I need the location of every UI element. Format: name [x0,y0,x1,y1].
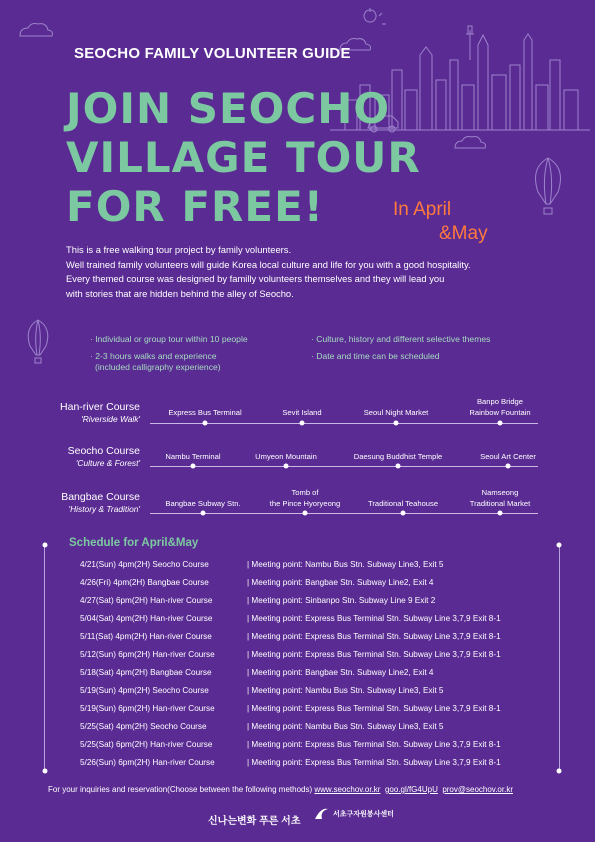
stop-dot [401,511,406,516]
route-stop: Seoul Art Center [480,452,536,461]
route-stop: Banpo Bridge [476,397,524,406]
meeting-point: | Meeting point: Bangbae Stn. Subway Line2, Exit 4 [247,578,434,587]
sun-icon [364,8,386,24]
meeting-point: | Meeting point: Express Bus Terminal Stn. Subway Line 3,7,9 Exit 8-1 [247,614,501,623]
route-stop: Express Bus Terminal [168,408,242,417]
schedule-row [80,574,501,592]
route-line [150,466,538,467]
schedule-date: 5/19(Sun) 6pm(2H) Han-river Course [80,704,215,713]
schedule-date: 4/26(Fri) 4pm(2H) Bangbae Course [80,578,209,587]
schedule-date: 5/04(Sat) 4pm(2H) Han-river Course [80,614,213,623]
route-stop: Umyeon Mountain [255,452,317,461]
stop-dot [303,511,308,516]
stop-dot [396,464,401,469]
footer-contact [48,785,513,794]
schedule-row [80,736,501,754]
schedule-row [80,610,501,628]
schedule-date: 4/21(Sun) 4pm(2H) Seocho Course [80,560,209,569]
schedule-title: Schedule for April&May [66,537,201,549]
feature-item: · 2-3 hours walks and experience [90,351,217,361]
schedule-date: 5/18(Sat) 4pm(2H) Bangbae Course [80,668,212,677]
schedule-date: 5/25(Sat) 6pm(2H) Han-river Course [80,740,213,749]
meeting-point: | Meeting point: Express Bus Terminal Stn. Subway Line 3,7,9 Exit 8-1 [247,740,501,749]
schedule-row [80,682,501,700]
meeting-point: | Meeting point: Sinbanpo Stn. Subway Line 9 Exit 2 [247,596,436,605]
hot-air-balloon-icon [536,158,561,214]
meeting-point: | Meeting point: Express Bus Terminal Stn. Subway Line 3,7,9 Exit 8-1 [247,632,501,641]
schedule-row [80,754,501,772]
volunteer-center-name: 서초구자원봉사센터 [333,811,394,818]
schedule-date: 5/25(Sat) 4pm(2H) Seocho Course [80,722,207,731]
volunteer-center-logo [312,805,394,823]
stop-dot [506,464,511,469]
meeting-point: | Meeting point: Express Bus Terminal Stn. Subway Line 3,7,9 Exit 8-1 [247,650,501,659]
intro-line: with stories that are hidden behind the alley of Seocho. [66,287,294,299]
route-stop: Rainbow Fountain [469,408,531,417]
schedule-row [80,646,501,664]
meeting-point: | Meeting point: Nambu Bus Stn. Subway Line3, Exit 5 [247,722,444,731]
cloud-icon [20,24,53,37]
schedule-row [80,700,501,718]
period-line: In April [393,199,452,220]
schedule-list [80,556,501,772]
stop-dot [201,511,206,516]
route-stop: Traditional Teahouse [367,499,439,508]
course-subtitle: 'Culture & Forest' [75,458,140,468]
schedule-row [80,628,501,646]
route-stop: Bangbae Subway Stn. [165,499,241,508]
meeting-point: | Meeting point: Nambu Bus Stn. Subway Line3, Exit 5 [247,560,444,569]
stop-dot [394,421,399,426]
schedule-date: 4/27(Sat) 6pm(2H) Han-river Course [80,596,213,605]
stop-dot [498,421,503,426]
hot-air-balloon-icon [28,320,48,363]
route-stop: Sevit Island [282,408,322,417]
course-name: Han-river Course [60,401,140,413]
route-stop: Namseong [481,488,519,497]
volunteer-center-logo-icon [312,805,330,823]
route-stop: Seoul Night Market [363,408,429,417]
guide-heading: SEOCHO FAMILY VOLUNTEER GUIDE [74,45,351,62]
title-line: JOIN SEOCHO [66,84,391,133]
route-stop: Tomb of [291,488,319,497]
title-line: VILLAGE TOUR [66,133,421,182]
route-stop: the Pince Hyoryeong [269,499,341,508]
cloud-icon [455,137,486,149]
feature-item: (included calligraphy experience) [95,362,221,372]
website-link[interactable]: www.seochov.or.kr [314,785,381,794]
schedule-date: 5/19(Sun) 4pm(2H) Seocho Course [80,686,209,695]
schedule-row [80,556,501,574]
stop-dot [203,421,208,426]
feature-item: · Date and time can be scheduled [311,351,440,361]
footer-text: For your inquiries and reservation(Choose between the following methods) [48,785,313,794]
schedule-date: 5/12(Sun) 6pm(2H) Han-river Course [80,650,215,659]
tour-period [393,198,488,246]
meeting-point: | Meeting point: Bangbae Stn. Subway Line2, Exit 4 [247,668,434,677]
route-stop: Traditional Market [469,499,531,508]
course-name: Seocho Course [67,445,140,457]
period-line: &May [439,223,488,244]
email-link[interactable]: prov@seochov.or.kr [442,785,513,794]
intro-line: Every themed course was designed by familly volunteers themselves and they will lead you [66,273,445,285]
stop-dot [191,464,196,469]
intro-paragraph [66,243,566,301]
schedule-row [80,718,501,736]
stop-dot [300,421,305,426]
schedule-date: 5/26(Sun) 6pm(2H) Han-river Course [80,758,215,767]
intro-line: This is a free walking tour project by family volunteers. [66,244,292,255]
route-stop: Nambu Terminal [165,452,221,461]
title-line: FOR FREE! [66,182,324,231]
schedule-row [80,664,501,682]
route-line [150,423,538,424]
feature-item: · Individual or group tour within 10 people [90,334,248,344]
meeting-point: | Meeting point: Nambu Bus Stn. Subway Line3, Exit 5 [247,686,444,695]
stop-dot [284,464,289,469]
seocho-logo: 신나는변화 푸른 서초 [208,816,301,827]
intro-line: Well trained family volunteers will guide Korea local culture and life for you with a good hospitality. [66,258,471,270]
short-link[interactable]: goo.gl/fG4UpU [384,785,438,794]
course-subtitle: 'History & Tradition' [68,504,140,514]
stop-dot [498,511,503,516]
feature-item: · Culture, history and different selective themes [311,334,491,344]
meeting-point: | Meeting point: Express Bus Terminal Stn. Subway Line 3,7,9 Exit 8-1 [247,704,501,713]
course-subtitle: 'Riverside Walk' [81,414,140,424]
course-name: Bangbae Course [61,491,140,503]
route-stop: Daesung Buddhist Temple [353,452,443,461]
meeting-point: | Meeting point: Express Bus Terminal Stn. Subway Line 3,7,9 Exit 8-1 [247,758,501,767]
schedule-row [80,592,501,610]
main-title [66,84,421,231]
route-line [150,513,538,514]
schedule-date: 5/11(Sat) 4pm(2H) Han-river Course [80,632,212,641]
